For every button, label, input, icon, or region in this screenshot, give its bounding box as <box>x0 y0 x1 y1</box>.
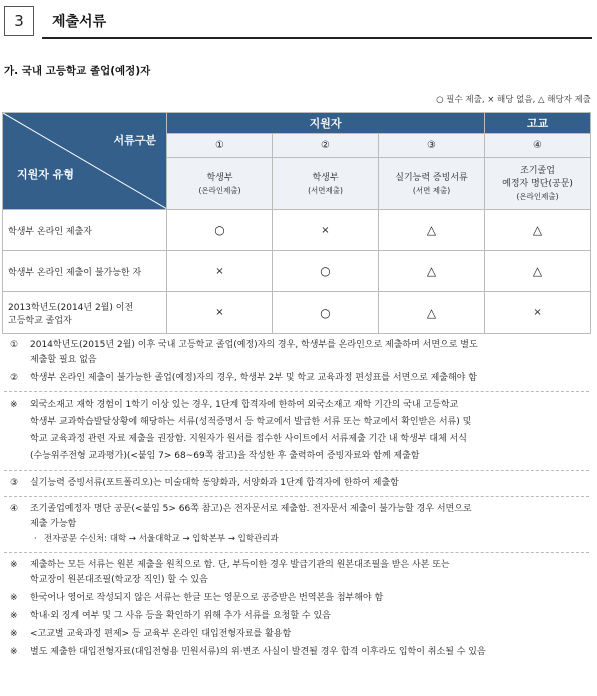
note-text: <고교별 교육과정 편제> 등 교육부 온라인 대입전형자료를 활용함 <box>30 629 292 639</box>
notes-section <box>4 338 589 660</box>
doc-header-title: 실기능력 증빙서류 <box>395 172 468 183</box>
misc-note-1 <box>4 558 589 588</box>
cell-symbol: △ <box>379 251 485 292</box>
row-label-line2: 고등학교 졸업자 <box>8 315 72 326</box>
doc-number: ② <box>273 134 379 158</box>
doc-header-subtitle: (온라인제출) <box>516 192 559 201</box>
table-row <box>3 251 591 292</box>
table-corner-header <box>3 113 167 210</box>
note-marker: ※ <box>10 647 18 657</box>
note-text: 제출할 필요 없음 <box>30 355 97 365</box>
cell-symbol: ○ <box>273 292 379 334</box>
note-marker: ※ <box>10 629 18 639</box>
row-label: 학생부 온라인 제출자 <box>3 210 167 251</box>
note-text: 한국어나 영어로 작성되지 않은 서류는 한글 또는 영문으로 공증받은 번역본을 첨부해야 함 <box>30 593 384 603</box>
doc-number: ④ <box>485 134 591 158</box>
note-4-sub <box>4 532 589 547</box>
note-marker: ② <box>10 373 19 383</box>
note-text: 학교장이 원본대조필(학교장 직인) 할 수 있음 <box>30 575 208 585</box>
note-text: 제출 가능함 <box>30 519 77 529</box>
table-row <box>3 210 591 251</box>
doc-number: ① <box>167 134 273 158</box>
group-header-school: 고교 <box>485 113 591 134</box>
note-marker: ※ <box>10 560 18 570</box>
note-2 <box>4 371 589 386</box>
misc-note-3 <box>4 609 589 624</box>
doc-header-title-line2: 예정자 명단(공문) <box>502 179 573 189</box>
doc-header <box>167 158 273 210</box>
note-text: 외국소재고 재학 경험이 1학기 이상 있는 경우, 1단계 합격자에 한하여 외국소재고 재학 기간의 국내 고등학교 <box>30 400 459 410</box>
note-text: 학내·외 징계 여부 및 그 사유 등을 확인하기 위해 추가 서류를 요청할 수 있음 <box>30 611 331 621</box>
doc-header <box>273 158 379 210</box>
note-text: 조기졸업예정자 명단 공문(<붙임 5> 66쪽 참고)은 전자문서로 제출함. 전자문서 제출이 불가능할 경우 서면으로 <box>30 504 472 514</box>
doc-header <box>485 158 591 210</box>
note-text: 제출하는 모든 서류는 원본 제출을 원칙으로 함. 단, 부득이한 경우 발급기관의 원본대조필을 받은 사본 또는 <box>30 560 450 570</box>
cell-symbol: ○ <box>167 210 273 251</box>
cell-symbol: × <box>485 292 591 334</box>
cell-symbol: △ <box>379 292 485 334</box>
documents-table <box>2 112 591 334</box>
dashed-divider <box>4 552 589 553</box>
doc-header-title: 학생부 <box>312 172 339 183</box>
corner-label-applicant-type: 지원자 유형 <box>17 168 74 181</box>
symbol-legend: ○ 필수 제출, × 해당 없음, △ 해당자 제출 <box>436 95 591 105</box>
row-label-line1: 2013학년도(2014년 2월) 이전 <box>8 302 134 313</box>
row-label <box>3 292 167 334</box>
cell-symbol: × <box>167 292 273 334</box>
note-text: (수능위주전형 교과평가)(<붙임 7> 68~69쪽 참고)을 작성한 후 출력하여 증빙자료와 함께 제출함 <box>30 451 420 461</box>
note-text: 2014학년도(2015년 2월) 이후 국내 고등학교 졸업(예정)자의 경우, 학생부를 온라인으로 제출하며 서면으로 별도 <box>30 340 478 350</box>
cell-symbol: ○ <box>273 251 379 292</box>
section-title: 제출서류 <box>52 14 107 30</box>
note-text: 학생부 교과학습발달상황에 해당하는 서류(성적증명서 등 학교에서 발급한 서류 또는 학교에서 확인받은 서류) 및 <box>30 417 472 427</box>
doc-number: ③ <box>379 134 485 158</box>
note-text: 전자공문 수신처: 대학 → 서울대학교 → 입학본부 → 입학관리과 <box>44 534 279 544</box>
note-1 <box>4 338 589 368</box>
doc-header-title: 학생부 <box>206 172 233 183</box>
section-underline <box>42 37 592 39</box>
misc-note-5 <box>4 645 589 660</box>
doc-header-subtitle: (서면제출) <box>308 185 343 195</box>
note-text: 별도 제출한 대입전형자료(대입전형용 민원서류)의 위·변조 사실이 발견될 경우 합격 이후라도 입학이 취소될 수 있음 <box>30 647 486 657</box>
cell-symbol: △ <box>485 210 591 251</box>
note-foreign-school <box>4 397 589 465</box>
note-text: 학교 교육과정 관련 자료 제출을 권장함. 지원자가 원서를 접수한 사이트에서 서류제출 기간 내 학생부 대체 서식 <box>30 434 468 444</box>
note-marker: ※ <box>10 611 18 621</box>
cell-symbol: × <box>273 210 379 251</box>
corner-label-doc-type: 서류구분 <box>113 134 156 147</box>
section-header <box>4 6 592 38</box>
doc-header <box>379 158 485 210</box>
note-marker: ① <box>10 340 19 350</box>
table-row <box>3 292 591 334</box>
dashed-divider <box>4 391 589 392</box>
dashed-divider <box>4 496 589 497</box>
note-marker: ④ <box>10 504 19 514</box>
note-text: 실기능력 증빙서류(포트폴리오)는 미술대학 동양화과, 서양화과 1단계 합격자에 한하여 제출함 <box>30 478 399 488</box>
note-text: 학생부 온라인 제출이 불가능한 졸업(예정)자의 경우, 학생부 2부 및 학교 교육과정 편성표를 서면으로 제출해야 함 <box>30 373 477 383</box>
section-number: 3 <box>4 6 34 36</box>
cell-symbol: △ <box>485 251 591 292</box>
note-marker: ※ <box>10 593 18 603</box>
note-marker: ③ <box>10 478 19 488</box>
diagonal-line <box>3 113 167 209</box>
sub-bullet-marker: · <box>34 534 37 544</box>
note-3 <box>4 476 589 491</box>
misc-note-4 <box>4 627 589 642</box>
misc-note-2 <box>4 591 589 606</box>
note-4 <box>4 502 589 532</box>
doc-header-subtitle: (온라인제출) <box>198 185 241 195</box>
row-label: 학생부 온라인 제출이 불가능한 자 <box>3 251 167 292</box>
doc-header-title: 조기졸업 <box>520 166 555 176</box>
note-marker: ※ <box>10 400 18 410</box>
cell-symbol: △ <box>379 210 485 251</box>
dashed-divider <box>4 470 589 471</box>
cell-symbol: × <box>167 251 273 292</box>
doc-header-subtitle: (서면 제출) <box>412 185 451 195</box>
group-header-applicant: 지원자 <box>167 113 485 134</box>
subsection-title: 가. 국내 고등학교 졸업(예정)자 <box>4 65 151 77</box>
